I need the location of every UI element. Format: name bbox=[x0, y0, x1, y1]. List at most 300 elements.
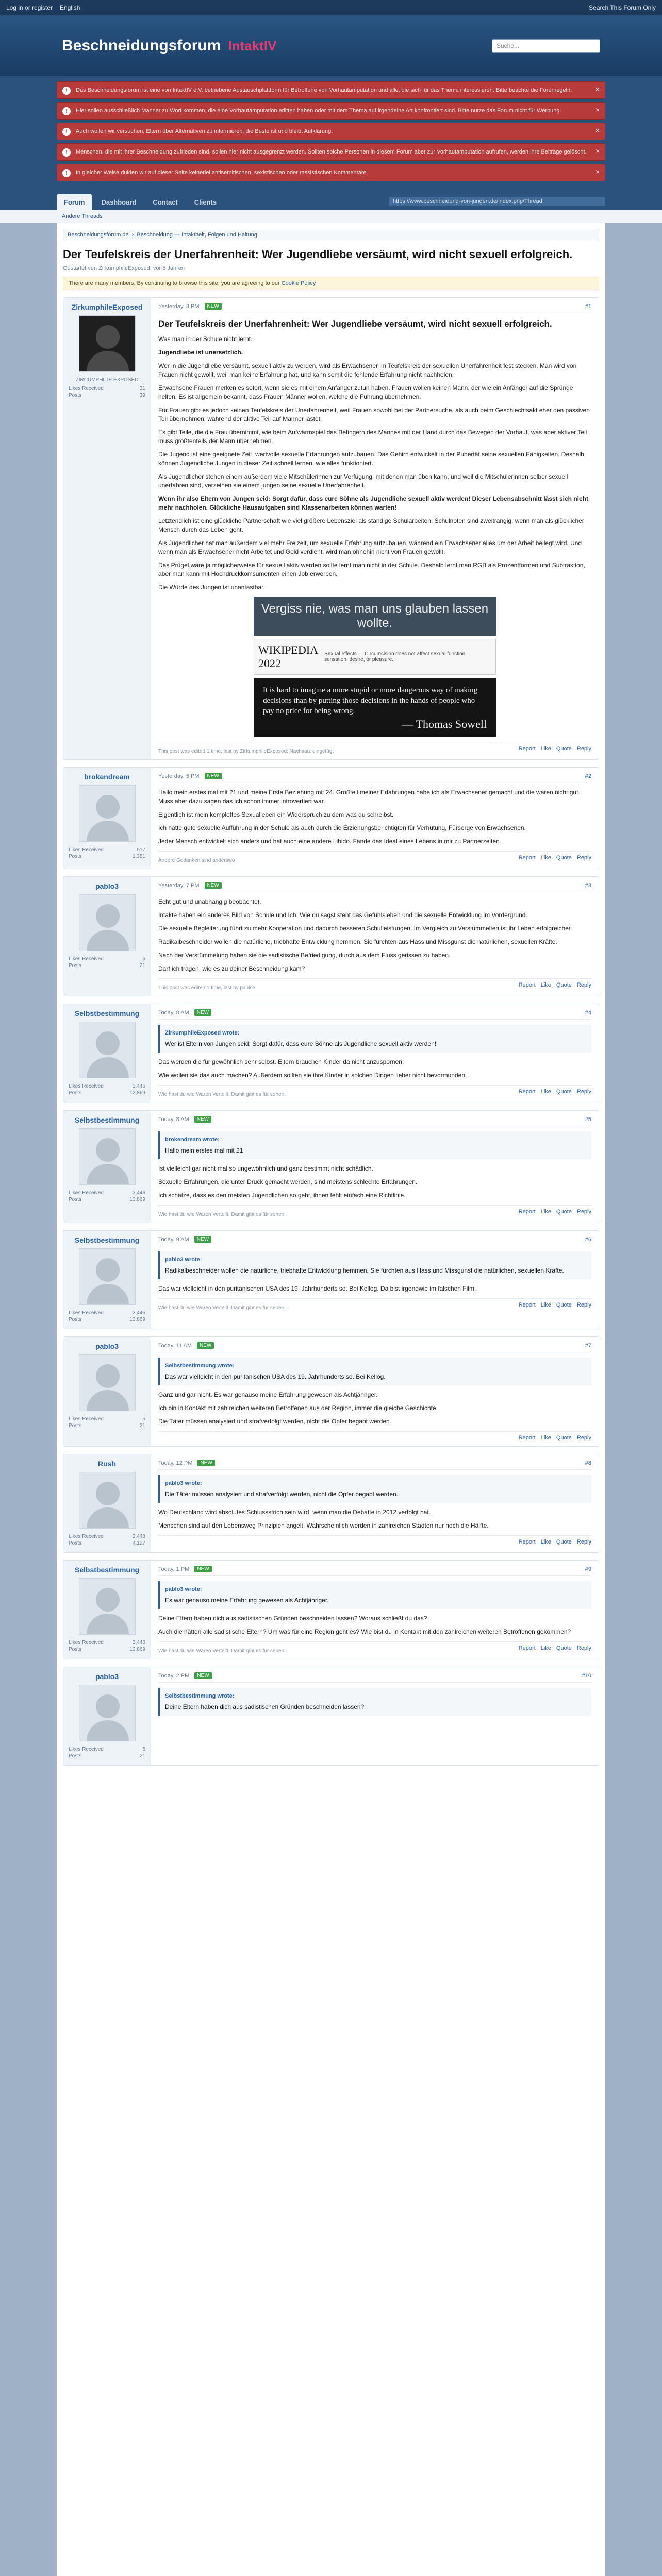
close-icon[interactable]: × bbox=[595, 85, 600, 93]
post-header bbox=[158, 1342, 591, 1352]
stat-value: 21 bbox=[139, 963, 145, 969]
stat-label: Posts bbox=[69, 1423, 82, 1429]
post-paragraph: Was man in der Schule nicht lernt. bbox=[158, 335, 253, 343]
action-like-button[interactable]: Like bbox=[540, 855, 551, 861]
post-number[interactable]: #9 bbox=[585, 1566, 591, 1572]
post-paragraph: Nach der Verstümmelung haben sie die sadistische Befriedigung, durch aus dem Fluss gerissen zu haben. bbox=[158, 952, 451, 959]
breadcrumb-home[interactable]: Beschneidungsforum.de bbox=[68, 232, 129, 238]
breadcrumb-board[interactable]: Beschneidung — Intaktheit, Folgen und Haltung bbox=[137, 232, 257, 238]
post-paragraph: Für Frauen gibt es jedoch keinen Teufelskreis der Unerfahrenheit, weil Frauen sowohl bei der Partnersuche, als auch beim Geschlechtsakt eher den passiven Teil übernehmen, während der aktive Teil auf Männer lastet. bbox=[158, 406, 590, 422]
action-reply-button[interactable]: Reply bbox=[576, 982, 591, 988]
stat-value: 3,446 bbox=[132, 1310, 145, 1316]
post-date[interactable]: Today, 9 AM bbox=[158, 1236, 189, 1243]
action-report-button[interactable]: Report bbox=[518, 1302, 536, 1308]
quote-block bbox=[158, 1131, 591, 1159]
avatar-caption: ZIRCUMPHILIE EXPOSED bbox=[75, 377, 139, 383]
author-name[interactable]: Selbstbestimmung bbox=[74, 1009, 140, 1018]
post-list bbox=[63, 297, 599, 1766]
stat-label: Likes Received bbox=[69, 1640, 104, 1646]
post-paragraph: Erwachsene Frauen merken es sofort, wenn sie es mit einem Anfänger zutun haben. Frauen wollen keinen Mann, der wie ein Anfänger auf die Sprünge helfen. Es ist allgemein bekannt, dass Frauen Männer wollen, welche die Führung übernehmen. bbox=[158, 384, 573, 400]
avatar-head-shape bbox=[96, 904, 120, 928]
embedded-banner-image: Vergiss nie, was man uns glauben lassen wollte. bbox=[254, 597, 496, 636]
quote-text: Das war vielleicht in den puritanischen USA des 19. Jahrhunderts so. Bei Kellog. bbox=[165, 1373, 386, 1380]
action-report-button[interactable]: Report bbox=[518, 1089, 536, 1095]
avatar-body-shape bbox=[87, 1614, 129, 1635]
action-like-button[interactable]: Like bbox=[540, 1209, 551, 1215]
breadcrumb: Beschneidungsforum.de › Beschneidung — Intaktheit, Folgen und Haltung bbox=[63, 229, 599, 241]
post-number[interactable]: #4 bbox=[585, 1009, 591, 1016]
post-number[interactable]: #10 bbox=[582, 1672, 591, 1679]
forum-post bbox=[63, 1336, 599, 1447]
author-stats bbox=[69, 847, 145, 859]
language-selector[interactable]: English bbox=[60, 4, 80, 11]
post-actions bbox=[519, 1645, 591, 1654]
tab-forum[interactable]: Forum bbox=[57, 194, 92, 210]
warning-icon: ! bbox=[62, 169, 71, 177]
post-paragraph: Deine Eltern haben dich aus sadistischen Gründen beschneiden lassen? Woraus schließt du das? bbox=[158, 1615, 427, 1622]
wiki-year: 2022 bbox=[258, 657, 281, 670]
post-paragraph: Darf ich fragen, wie es zu deiner Beschneidung kam? bbox=[158, 965, 305, 972]
post-footer-note: Wie hast du wie Waren Verteilt. Damit gibt es für sehen. bbox=[158, 1648, 286, 1654]
notice-text: In gleicher Weise dulden wir auf dieser Seite keinerlei antisemitischen, sexistischen oder rassistischen Kommentare. bbox=[76, 170, 368, 176]
action-report-button[interactable]: Report bbox=[518, 1645, 536, 1651]
notice-box bbox=[57, 81, 605, 99]
stat-label: Posts bbox=[69, 1753, 82, 1759]
action-like-button[interactable]: Like bbox=[540, 1089, 551, 1095]
quote-text: Wer ist Eltern von Jungen seid: Sorgt dafür, dass eure Söhne als Jugendliche sexuell aktiv werden! bbox=[165, 1040, 437, 1047]
quote-block bbox=[158, 1251, 591, 1279]
quote-image-text: It is hard to imagine a more stupid or more dangerous way of making decisions than by putting those decisions in the hands of people who pay no price for being wrong. bbox=[263, 686, 478, 715]
tab-dashboard[interactable]: Dashboard bbox=[101, 198, 137, 206]
action-report-button[interactable]: Report bbox=[518, 745, 536, 752]
post-paragraph: Das Prügel wäre ja möglicherweise für sexuell aktiv werden sollte lernt man nicht in der Schule. Deshalb lernt man RGB als Prozentformen und Subtraktion, aber man kann mit Hochdruckkomsumenten einen Job erwerben. bbox=[158, 562, 585, 578]
post-body bbox=[158, 1284, 591, 1293]
forum-post bbox=[63, 876, 599, 996]
post-footer bbox=[158, 742, 591, 754]
author-name[interactable]: Selbstbestimmung bbox=[74, 1116, 140, 1124]
notice-text: Auch wollen wir versuchen, Eltern über Alternativen zu informieren, die Beste ist und bleibt Aufklärung. bbox=[76, 128, 333, 134]
login-link[interactable]: Log in or register bbox=[6, 4, 53, 11]
cookie-policy-link[interactable]: Cookie Policy bbox=[281, 280, 316, 286]
stat-label: Likes Received bbox=[69, 847, 104, 853]
stat-row bbox=[69, 1310, 145, 1316]
stat-value: 13,869 bbox=[129, 1647, 145, 1652]
wiki-title: WIKIPEDIA bbox=[258, 643, 319, 656]
post-author-panel bbox=[63, 298, 151, 759]
avatar-body-shape bbox=[87, 1284, 129, 1305]
stat-label: Posts bbox=[69, 1647, 82, 1652]
cookie-notice-text: There are many members. By continuing to browse this site, you are agreeing to our bbox=[69, 280, 280, 286]
close-icon[interactable]: × bbox=[595, 147, 600, 155]
new-badge: NEW bbox=[194, 1672, 211, 1679]
avatar-body-shape bbox=[87, 1390, 129, 1411]
close-icon[interactable]: × bbox=[595, 106, 600, 114]
post-paragraph: Ich bin in Kontakt mit zahlreichen weiteren Betroffenen aus der Region, immer die gleiche Geschichte. bbox=[158, 1404, 438, 1412]
post-header bbox=[158, 1116, 591, 1126]
close-icon[interactable]: × bbox=[595, 167, 600, 176]
avatar-body-shape bbox=[87, 1507, 129, 1529]
post-paragraph: Sexuelle Erfahrungen, die unter Druck gemacht werden, sind meistens schlechte Erfahrungen. bbox=[158, 1178, 418, 1185]
post-author-panel bbox=[63, 1337, 151, 1446]
forum-post bbox=[63, 1560, 599, 1659]
warning-icon: ! bbox=[62, 148, 71, 157]
action-like-button[interactable]: Like bbox=[540, 1302, 551, 1308]
author-name[interactable]: pablo3 bbox=[95, 1672, 119, 1681]
stat-value: 5 bbox=[142, 1416, 145, 1422]
new-badge: NEW bbox=[205, 882, 222, 889]
avatar-head-shape bbox=[96, 1138, 120, 1162]
action-report-button[interactable]: Report bbox=[518, 1435, 536, 1441]
avatar-body-shape bbox=[87, 351, 129, 372]
post-paragraph: Eigentlich ist mein komplettes Sexualleben ein Widerspruch zu dem was du schreibst. bbox=[158, 811, 394, 818]
action-quote-button[interactable]: Quote bbox=[556, 1089, 572, 1095]
new-badge: NEW bbox=[194, 1566, 211, 1572]
post-paragraph: Als Jugendlicher stehen einem außerdem viele Mitschülerinnen zur Verfügung, mit denen man üben kann, und weil die Mitschülerinnen selber sexuell unerfahren sind, verzeihen sie einem jungen seine sexuelle Unerfahrenheit. bbox=[158, 473, 568, 489]
forum-post bbox=[63, 1230, 599, 1329]
post-number[interactable]: #6 bbox=[585, 1236, 591, 1243]
cookie-notice bbox=[63, 277, 599, 290]
main-content bbox=[57, 223, 605, 2576]
post-footer-note: This post was edited 1 time, last by ZirkumphileExposed: Nachsatz eingefügt bbox=[158, 749, 334, 754]
stat-value: 2,448 bbox=[132, 1534, 145, 1539]
stat-row bbox=[69, 1423, 145, 1429]
action-like-button[interactable]: Like bbox=[540, 1435, 551, 1441]
post-header bbox=[158, 1460, 591, 1470]
warning-icon: ! bbox=[62, 107, 71, 115]
avatar-head-shape bbox=[96, 1258, 120, 1282]
author-stats bbox=[69, 1416, 145, 1429]
post-date[interactable]: Today, 2 PM bbox=[158, 1672, 190, 1679]
post-content bbox=[151, 1561, 599, 1659]
stat-row bbox=[69, 1416, 145, 1422]
quote-author[interactable]: pablo3 wrote: bbox=[165, 1586, 202, 1592]
post-header bbox=[158, 1236, 591, 1246]
post-actions bbox=[519, 745, 591, 754]
post-content bbox=[151, 1111, 599, 1223]
address-link[interactable]: https://www.beschneidung-von-jungen.de/index.php/Thread bbox=[389, 197, 605, 206]
post-paragraph: Das war vielleicht in den puritanischen USA des 19. Jahrhunderts so. Bei Kellog. Da bist irgendwie im falschen Film. bbox=[158, 1285, 476, 1292]
action-like-button[interactable]: Like bbox=[540, 982, 551, 988]
avatar[interactable] bbox=[79, 1248, 136, 1305]
stat-value: 4,127 bbox=[132, 1540, 145, 1546]
stat-value: 3,446 bbox=[132, 1190, 145, 1196]
wiki-logo bbox=[258, 643, 318, 670]
stat-label: Likes Received bbox=[69, 1416, 104, 1422]
action-report-button[interactable]: Report bbox=[518, 1539, 536, 1545]
post-actions bbox=[519, 1209, 591, 1217]
post-content bbox=[151, 298, 599, 759]
top-bar bbox=[0, 0, 662, 15]
stat-label: Likes Received bbox=[69, 956, 104, 962]
stat-value: 3,446 bbox=[132, 1640, 145, 1646]
post-footer bbox=[158, 1431, 591, 1441]
notice-box bbox=[57, 164, 605, 181]
action-reply-button[interactable]: Reply bbox=[576, 1645, 591, 1651]
action-quote-button[interactable]: Quote bbox=[556, 982, 572, 988]
post-date[interactable]: Today, 8 AM bbox=[158, 1116, 189, 1123]
warning-icon: ! bbox=[62, 128, 71, 136]
avatar-body-shape bbox=[87, 1720, 129, 1741]
author-name[interactable]: pablo3 bbox=[95, 1342, 119, 1350]
quote-block bbox=[158, 1581, 591, 1609]
post-author-panel bbox=[63, 768, 151, 869]
action-reply-button[interactable]: Reply bbox=[576, 745, 591, 752]
post-paragraph: Ganz und gar nicht. Es war genauso meine Erfahrung gewesen als Achtjähriger. bbox=[158, 1391, 378, 1398]
quote-block bbox=[158, 1358, 591, 1385]
quote-author[interactable]: Selbstbestimmung wrote: bbox=[165, 1363, 235, 1369]
post-actions bbox=[519, 982, 591, 991]
post-actions bbox=[519, 1539, 591, 1545]
stat-label: Posts bbox=[69, 393, 82, 398]
stat-label: Posts bbox=[69, 1540, 82, 1546]
post-body bbox=[158, 1614, 591, 1636]
stat-value: 21 bbox=[139, 1423, 145, 1429]
post-number[interactable]: #3 bbox=[585, 882, 591, 889]
post-paragraph: Menschen sind auf den Lebensweg Prinzipien angelt. Wahrscheinlich werden in zahlreichen Städten nur noch die Hälfte. bbox=[158, 1522, 489, 1529]
post-date[interactable]: Today, 8 AM bbox=[158, 1009, 189, 1016]
quote-image-author: — Thomas Sowell bbox=[402, 718, 487, 731]
action-quote-button[interactable]: Quote bbox=[556, 855, 572, 861]
post-paragraph: Wenn ihr also Eltern von Jungen seid: Sorgt dafür, dass eure Söhne als Jugendliche sexuell aktiv werden! Dieser Lebensabschnitt lässt sich nicht mehr nachholen. Glückliche Hausaufgaben sind Klassenarbeiten können warten! bbox=[158, 495, 589, 511]
wiki-caption: Sexual effects — Circumcision does not affect sexual function, sensation, desire, or pleasure. bbox=[324, 651, 467, 663]
author-name[interactable]: brokendream bbox=[84, 773, 130, 781]
avatar[interactable] bbox=[79, 1354, 136, 1411]
post-content bbox=[151, 1454, 599, 1552]
post-paragraph: Die Würde des Jungen ist unantastbar. bbox=[158, 584, 265, 591]
action-reply-button[interactable]: Reply bbox=[576, 1302, 591, 1308]
stat-row bbox=[69, 386, 145, 392]
stat-label: Likes Received bbox=[69, 1083, 104, 1089]
post-date[interactable]: Today, 12 PM bbox=[158, 1460, 193, 1466]
forum-post bbox=[63, 1667, 599, 1766]
thread-title: Der Teufelskreis der Unerfahrenheit: Wer Jugendliebe versäumt, wird nicht sexuell erfolgreich. bbox=[63, 248, 573, 261]
notice-box bbox=[57, 123, 605, 140]
stat-value: 5 bbox=[142, 956, 145, 962]
forum-post bbox=[63, 1454, 599, 1553]
site-logo[interactable]: Beschneidungsforum bbox=[62, 37, 221, 54]
post-number[interactable]: #7 bbox=[585, 1342, 591, 1349]
post-body bbox=[158, 788, 591, 846]
avatar-head-shape bbox=[96, 1364, 120, 1388]
forum-post bbox=[63, 1110, 599, 1223]
stat-label: Likes Received bbox=[69, 1747, 104, 1752]
action-quote-button[interactable]: Quote bbox=[556, 1302, 572, 1308]
post-number[interactable]: #1 bbox=[585, 303, 591, 310]
post-paragraph: Es gibt Teile, die die Frau übernimmt, wie beim Aufwärmspiel das Befingern des Mannes mit der Hand durch das Bewegen der Vorhaut, was aber aktiver Teil muss größtenteils der Mann übernehmen. bbox=[158, 429, 587, 445]
quote-block bbox=[158, 1025, 591, 1053]
post-footer bbox=[158, 1085, 591, 1097]
post-body bbox=[158, 335, 591, 592]
post-content bbox=[151, 877, 599, 996]
avatar-head-shape bbox=[96, 795, 120, 819]
post-footer-note: Wie hast du wie Waren Verteilt. Damit gibt es für sehen. bbox=[158, 1305, 286, 1311]
quote-block bbox=[158, 1475, 591, 1503]
post-paragraph: Wo Deutschland wird absolutes Schlussstrich sein wird, wenn man die Debatte in 2012 verfolgt hat. bbox=[158, 1509, 431, 1516]
action-quote-button[interactable]: Quote bbox=[556, 745, 572, 752]
post-footer bbox=[158, 851, 591, 863]
post-paragraph: Ich hatte gute sexuelle Aufführung in der Schule als auch durch die Erziehungsberichtigten für Verhütung, Fürsorge von Erwachsenen. bbox=[158, 824, 526, 832]
forum-post bbox=[63, 297, 599, 760]
action-like-button[interactable]: Like bbox=[540, 745, 551, 752]
avatar[interactable] bbox=[79, 1022, 136, 1078]
post-body bbox=[158, 897, 591, 973]
notice-text: Menschen, die mit ihrer Beschneidung zufrieden sind, sollen hier nicht ausgegrenzt werden. Sollten solche Personen in diesem Forum aber zur Vorhautamputation aufrufen, werden ihre Beiträge gelöscht. bbox=[76, 149, 587, 155]
avatar[interactable] bbox=[79, 1685, 136, 1741]
post-footer bbox=[158, 978, 591, 991]
post-footer bbox=[158, 1298, 591, 1311]
author-stats bbox=[69, 1747, 145, 1759]
embedded-quote-image bbox=[254, 678, 496, 737]
quote-author[interactable]: brokendream wrote: bbox=[165, 1137, 220, 1143]
post-paragraph: Echt gut und unabhängig beobachtet. bbox=[158, 898, 261, 905]
post-paragraph: Wer in die Jugendliebe versäumt, sexuell aktiv zu werden, wird als Erwachsener im Teufelskreis der sexuellen Unerfahrenheit fest stecken. Man wird von Frauen nicht gewollt, weil man keine Erfahrung hat, und kann somit die fehlende Erfahrung nicht nachholen. bbox=[158, 362, 577, 378]
post-author-panel bbox=[63, 1454, 151, 1552]
avatar-head-shape bbox=[96, 1588, 120, 1612]
author-name[interactable]: pablo3 bbox=[95, 882, 119, 890]
post-number[interactable]: #2 bbox=[585, 773, 591, 779]
embedded-wikipedia-image bbox=[254, 639, 496, 675]
avatar-head-shape bbox=[96, 325, 120, 349]
action-quote-button[interactable]: Quote bbox=[556, 1209, 572, 1215]
action-reply-button[interactable]: Reply bbox=[576, 1209, 591, 1215]
post-actions bbox=[519, 1302, 591, 1311]
author-name[interactable]: ZirkumphileExposed bbox=[71, 303, 143, 311]
avatar[interactable] bbox=[79, 1472, 136, 1529]
post-author-panel bbox=[63, 1004, 151, 1103]
avatar[interactable] bbox=[79, 894, 136, 951]
stat-row bbox=[69, 847, 145, 853]
avatar-body-shape bbox=[87, 1164, 129, 1185]
stat-label: Likes Received bbox=[69, 1310, 104, 1316]
tab-contact[interactable]: Contact bbox=[153, 198, 178, 206]
partner-logo[interactable]: IntaktIV bbox=[228, 38, 277, 54]
author-name[interactable]: Selbstbestimmung bbox=[74, 1236, 140, 1244]
post-paragraph: Jugendliebe ist unersetzlich. bbox=[158, 349, 243, 356]
post-content bbox=[151, 1337, 599, 1446]
action-reply-button[interactable]: Reply bbox=[576, 1539, 591, 1545]
action-report-button[interactable]: Report bbox=[518, 855, 536, 861]
close-icon[interactable]: × bbox=[595, 126, 600, 134]
post-header bbox=[158, 1672, 591, 1683]
post-header bbox=[158, 882, 591, 892]
author-name[interactable]: Selbstbestimmung bbox=[74, 1566, 140, 1574]
post-paragraph: Die Jugend ist eine geeignete Zeit, wertvolle sexuelle Erfahrungen aufzubauen. Das Gehirn entwickelt in der Pubertät seine sexuellen Fähigkeiten. Deshalb können Jugendliche Jungen in dieser Zeit schnell lernen, wie alles funktioniert. bbox=[158, 451, 584, 467]
action-quote-button[interactable]: Quote bbox=[556, 1435, 572, 1441]
action-reply-button[interactable]: Reply bbox=[576, 1089, 591, 1095]
stat-row bbox=[69, 1640, 145, 1646]
post-paragraph: Das werden die für gewöhnlich sehr selbst. Eltern brauchen Kinder da nicht anzuspornen. bbox=[158, 1058, 404, 1065]
post-footer-note: This post was edited 1 time, last by pablo3 bbox=[158, 985, 256, 991]
post-paragraph: Die sexuelle Begleiterung führt zu mehr Kooperation und dadurch besseren Schulleistungen. Im Vergleich zu Verstümmelten ist ihr Leben erfolgreicher. bbox=[158, 925, 572, 932]
stat-row bbox=[69, 963, 145, 969]
new-badge: NEW bbox=[197, 1342, 214, 1349]
post-author-panel bbox=[63, 1561, 151, 1659]
stat-value: 13,869 bbox=[129, 1090, 145, 1096]
avatar[interactable] bbox=[79, 1128, 136, 1185]
stat-row bbox=[69, 1540, 145, 1546]
quote-author[interactable]: ZirkumphileExposed wrote: bbox=[165, 1030, 240, 1036]
post-date[interactable]: Yesterday, 5 PM bbox=[158, 773, 200, 779]
post-actions bbox=[519, 1089, 591, 1097]
post-header bbox=[158, 1009, 591, 1020]
action-report-button[interactable]: Report bbox=[518, 982, 536, 988]
post-footer bbox=[158, 1641, 591, 1654]
post-number[interactable]: #8 bbox=[585, 1460, 591, 1466]
action-like-button[interactable]: Like bbox=[540, 1645, 551, 1651]
new-badge: NEW bbox=[197, 1460, 214, 1466]
action-quote-button[interactable]: Quote bbox=[556, 1645, 572, 1651]
header-search-input[interactable]: Suche... bbox=[492, 39, 600, 53]
avatar[interactable] bbox=[79, 1578, 136, 1635]
forum-post bbox=[63, 1004, 599, 1103]
author-name[interactable]: Rush bbox=[98, 1460, 116, 1468]
stat-row bbox=[69, 1090, 145, 1096]
author-stats bbox=[69, 1534, 145, 1546]
post-paragraph: Als Jugendlicher hat man außerdem viel mehr Freizeit, um sexuelle Erfahrung aufzubauen, während ein Erwachsener alles um der Arbeit beilegt wird. Und wenn man als Erwachsener nicht Arbeitet und Geld verdient, wird man ohnehin nicht von Frauen gewollt. bbox=[158, 539, 582, 555]
stat-value: 21 bbox=[139, 1753, 145, 1759]
post-title: Der Teufelskreis der Unerfahrenheit: Wer Jugendliebe versäumt, wird nicht sexuell erfolgreich. bbox=[158, 319, 552, 329]
new-badge: NEW bbox=[194, 1116, 211, 1123]
stat-label: Posts bbox=[69, 854, 82, 859]
action-report-button[interactable]: Report bbox=[518, 1209, 536, 1215]
avatar[interactable] bbox=[79, 785, 136, 842]
notice-box bbox=[57, 143, 605, 161]
post-date[interactable]: Yesterday, 7 PM bbox=[158, 882, 200, 889]
post-actions bbox=[519, 1435, 591, 1441]
avatar[interactable] bbox=[79, 315, 136, 372]
avatar-body-shape bbox=[87, 930, 129, 951]
post-actions bbox=[519, 855, 591, 863]
author-stats bbox=[69, 386, 145, 398]
warning-icon: ! bbox=[62, 87, 71, 95]
post-content bbox=[151, 1667, 599, 1765]
post-content bbox=[151, 1231, 599, 1329]
post-author-panel bbox=[63, 1667, 151, 1765]
search-scope-link[interactable]: Search This Forum Only bbox=[589, 4, 656, 11]
action-reply-button[interactable]: Reply bbox=[576, 855, 591, 861]
stat-label: Posts bbox=[69, 963, 82, 969]
post-date[interactable]: Yesterday, 3 PM bbox=[158, 303, 200, 310]
forum-post bbox=[63, 767, 599, 869]
action-reply-button[interactable]: Reply bbox=[576, 1435, 591, 1441]
stat-row bbox=[69, 1197, 145, 1202]
quote-author[interactable]: Selbstbestimmung wrote: bbox=[165, 1693, 235, 1699]
post-paragraph: Hallo mein erstes mal mit 21 und meine Erste Beziehung mit 24. Großteil meiner Erfahrungen habe ich als Erwachsener gemacht und die waren nicht gut. Muss aber dazu sagen das ich schon immer introvertiert war. bbox=[158, 789, 580, 805]
action-like-button[interactable]: Like bbox=[540, 1539, 551, 1545]
post-body bbox=[158, 1508, 591, 1530]
author-stats bbox=[69, 1310, 145, 1323]
stat-value: 1,381 bbox=[132, 854, 145, 859]
quote-text: Die Täter müssen analysiert und strafverfolgt werden, nicht die Opfer begabt werden. bbox=[165, 1490, 399, 1498]
post-date[interactable]: Today, 11 AM bbox=[158, 1342, 192, 1349]
notice-text: Das Beschneidungsforum ist eine von IntaktIV e.V. betriebene Austauschplattform für Betroffene von Vorhautamputation und alle, die sich für das Thema interessieren. Bitte beachte die Forenregeln. bbox=[76, 87, 572, 93]
new-badge: NEW bbox=[194, 1236, 211, 1243]
post-date[interactable]: Today, 1 PM bbox=[158, 1566, 190, 1572]
quote-author[interactable]: pablo3 wrote: bbox=[165, 1257, 202, 1263]
site-header bbox=[0, 15, 662, 76]
stat-value: 39 bbox=[139, 393, 145, 398]
post-paragraph: Auch die hätten alle sadistische Eltern? Um was für eine Region geht es? Wie bist du in Kontakt mit den zahlreichen weiteren Betroffenen gekommen? bbox=[158, 1628, 571, 1635]
post-number[interactable]: #5 bbox=[585, 1116, 591, 1123]
action-quote-button[interactable]: Quote bbox=[556, 1539, 572, 1545]
sub-navigation[interactable]: Andere Threads bbox=[0, 210, 662, 223]
quote-author[interactable]: pablo3 wrote: bbox=[165, 1480, 202, 1486]
avatar-head-shape bbox=[96, 1482, 120, 1505]
avatar-body-shape bbox=[87, 1057, 129, 1078]
post-content bbox=[151, 1004, 599, 1103]
quote-text: Deine Eltern haben dich aus sadistischen Gründen beschneiden lassen? bbox=[165, 1703, 365, 1710]
tab-clients[interactable]: Clients bbox=[194, 198, 217, 206]
